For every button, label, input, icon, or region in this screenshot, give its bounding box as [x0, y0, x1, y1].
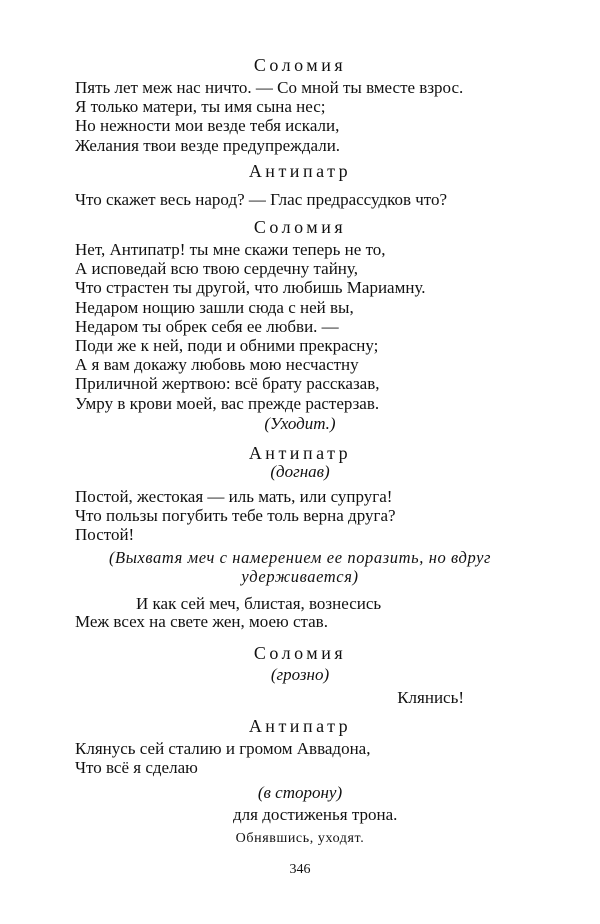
- verse-line: Но нежности мои везде тебя искали,: [75, 116, 340, 136]
- stage-direction-exit: (Уходит.): [264, 414, 336, 433]
- verse-line: Желания твои везде предупреждали.: [75, 135, 341, 155]
- page-number: 346: [289, 862, 311, 877]
- verse-block-6: [75, 739, 370, 777]
- verse-line: Постой!: [75, 525, 135, 545]
- speaker-name-solomiya: Соломия: [253, 217, 347, 237]
- stage-direction-aside: (в сторону): [257, 783, 343, 802]
- speaker-name-solomiya: Соломия: [253, 55, 347, 75]
- verse-block-1: [75, 78, 463, 155]
- stage-direction-sword-line-1: (Выхватя меч с намерением ее поразить, но вдруг: [108, 548, 492, 567]
- verse-line: Поди же к ней, поди и обними прекрасну;: [75, 336, 379, 356]
- speaker-name-antipatr: Антипатр: [248, 443, 352, 463]
- verse-line: Недаром нощию зашли сюда с ней вы,: [75, 297, 354, 317]
- verse-line: Что всё я сделаю: [75, 758, 198, 778]
- verse-line-end: для достиженья трона.: [233, 805, 398, 824]
- verse-block-2: [75, 190, 447, 209]
- verse-line: Умру в крови моей, вас прежде растерзав.: [75, 393, 380, 413]
- verse-line: А я вам докажу любовь мою несчастну: [75, 355, 359, 375]
- stage-direction-chasing: (догнав): [270, 462, 330, 481]
- verse-line-indented: И как сей меч, блистая, вознесись: [136, 594, 382, 613]
- stage-direction-sword-line-2: удерживается): [241, 567, 359, 586]
- verse-line: Меж всех на свете жен, моею став.: [75, 612, 328, 631]
- speaker-name-antipatr: Антипатр: [248, 716, 352, 736]
- verse-line: Я только матери, ты имя сына нес;: [75, 97, 326, 117]
- verse-line: Клянусь сей сталию и громом Аввадона,: [75, 739, 371, 758]
- verse-line: Постой, жестокая — иль мать, или супруга!: [75, 487, 393, 506]
- verse-line-swear: Клянись!: [397, 688, 464, 707]
- verse-line: Что скажет весь народ? — Глас предрассудков что?: [75, 190, 448, 209]
- verse-line: Нет, Антипатр! ты мне скажи теперь не то,: [75, 240, 386, 259]
- speaker-name-solomiya: Соломия: [253, 643, 347, 663]
- verse-line: Недаром ты обрек себя ее любви. —: [75, 316, 339, 336]
- verse-line: Пять лет меж нас ничто. — Со мной ты вместе взрос.: [75, 78, 464, 97]
- verse-line: Что пользы погубить тебе толь верна друга?: [75, 506, 396, 526]
- verse-line: Что страстен ты другой, что любишь Мариамну.: [75, 278, 426, 298]
- verse-block-3: [75, 240, 426, 413]
- verse-line: Приличной жертвою: всё брату рассказав,: [75, 374, 380, 394]
- verse-line: А исповедай всю твою сердечну тайну,: [75, 259, 358, 279]
- speaker-name-antipatr: Антипатр: [248, 161, 352, 181]
- verse-block-4: [75, 487, 396, 545]
- stage-direction-exeunt: Обнявшись, уходят.: [235, 831, 365, 846]
- stage-direction-menacing: (грозно): [270, 665, 330, 684]
